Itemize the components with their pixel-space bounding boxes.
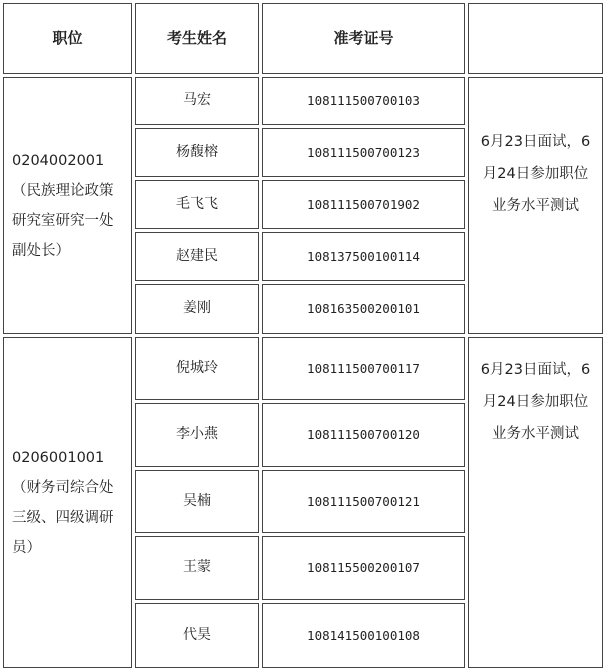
table-row-1-name: 马宏 (135, 77, 259, 125)
table-row-5-exam-id: 108163500200101 (262, 284, 465, 334)
header-note (468, 3, 603, 74)
table-row-10-name: 代昊 (135, 603, 259, 668)
header-position: 职位 (3, 3, 132, 74)
table-row-7-name: 李小燕 (135, 403, 259, 467)
group-2-position: 0206001001（财务司综合处三级、四级调研员） (3, 337, 132, 668)
table-row-9-exam-id: 108115500200107 (262, 536, 465, 600)
group-1-position: 0204002001（民族理论政策研究室研究一处副处长） (3, 77, 132, 334)
table-row-3-name: 毛飞飞 (135, 180, 259, 229)
table-row-1-exam-id: 108111500700103 (262, 77, 465, 125)
table-row-4-exam-id: 108137500100114 (262, 232, 465, 281)
table-row-8-name: 吴楠 (135, 470, 259, 533)
table-row-4-name: 赵建民 (135, 232, 259, 281)
table-row-9-name: 王蒙 (135, 536, 259, 600)
table-row-10-exam-id: 108141500100108 (262, 603, 465, 668)
group-1-note: 6月23日面试，6月24日参加职位业务水平测试 (468, 77, 603, 334)
table-row-3-exam-id: 108111500701902 (262, 180, 465, 229)
table-row-2-exam-id: 108111500700123 (262, 128, 465, 177)
header-exam-id: 准考证号 (262, 3, 465, 74)
table-row-6-name: 倪城玲 (135, 337, 259, 400)
table-row-6-exam-id: 108111500700117 (262, 337, 465, 400)
header-name: 考生姓名 (135, 3, 259, 74)
table-row-7-exam-id: 108111500700120 (262, 403, 465, 467)
table-row-5-name: 姜刚 (135, 284, 259, 334)
group-2-note: 6月23日面试，6月24日参加职位业务水平测试 (468, 337, 603, 668)
table-row-8-exam-id: 108111500700121 (262, 470, 465, 533)
table-row-2-name: 杨馥榕 (135, 128, 259, 177)
